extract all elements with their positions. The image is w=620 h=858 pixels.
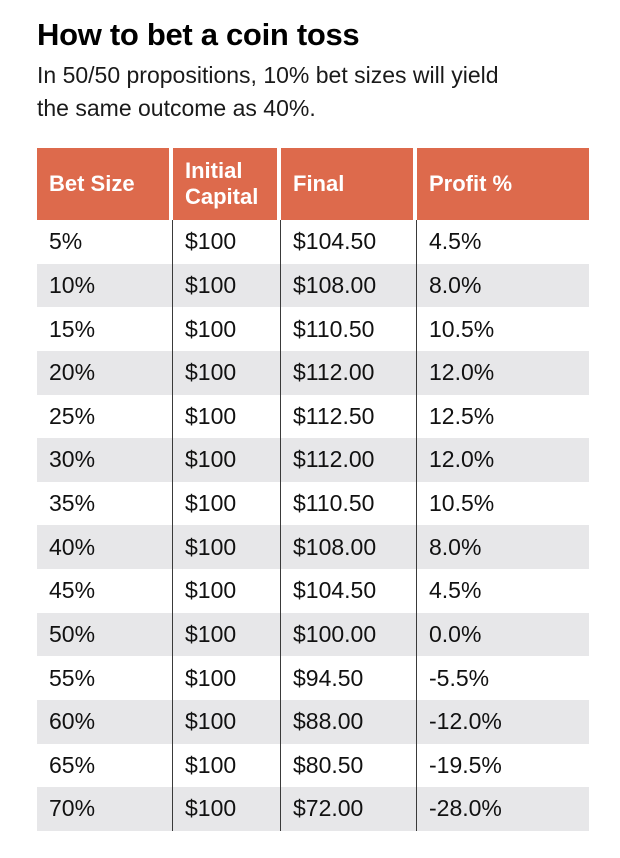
column-header-bet-size: Bet Size	[37, 148, 173, 220]
table-cell: 12.0%	[417, 351, 589, 395]
table-cell: -5.5%	[417, 656, 589, 700]
table-cell: 30%	[37, 438, 173, 482]
table-cell: $104.50	[281, 569, 417, 613]
table-cell: $100	[173, 482, 281, 526]
table-cell: $100	[173, 744, 281, 788]
table-cell: 35%	[37, 482, 173, 526]
table-row	[37, 613, 589, 657]
table-cell: 12.0%	[417, 438, 589, 482]
table-cell: 5%	[37, 220, 173, 264]
table-cell: $100	[173, 220, 281, 264]
table-row	[37, 787, 589, 831]
chart-title: How to bet a coin toss	[37, 17, 360, 52]
table-cell: $100	[173, 351, 281, 395]
table-cell: 10.5%	[417, 482, 589, 526]
table-cell: 65%	[37, 744, 173, 788]
table-row	[37, 656, 589, 700]
table-row	[37, 220, 589, 264]
table-cell: $112.00	[281, 438, 417, 482]
table-cell: $100	[173, 569, 281, 613]
table-cell: 8.0%	[417, 525, 589, 569]
table-cell: -19.5%	[417, 744, 589, 788]
table-cell: $88.00	[281, 700, 417, 744]
table-cell: $100	[173, 264, 281, 308]
table-row	[37, 351, 589, 395]
table-cell: $94.50	[281, 656, 417, 700]
table-cell: $100	[173, 787, 281, 831]
table-cell: $104.50	[281, 220, 417, 264]
table-cell: $72.00	[281, 787, 417, 831]
table-cell: $100.00	[281, 613, 417, 657]
table-body	[37, 220, 589, 831]
table-header-row	[37, 148, 589, 220]
table-cell: 40%	[37, 525, 173, 569]
chart-subtitle: In 50/50 propositions, 10% bet sizes will yield the same outcome as 40%.	[37, 62, 499, 121]
table-cell: 10%	[37, 264, 173, 308]
table-cell: $100	[173, 307, 281, 351]
table-cell: $80.50	[281, 744, 417, 788]
table-cell: $108.00	[281, 525, 417, 569]
table-row	[37, 744, 589, 788]
table-cell: -12.0%	[417, 700, 589, 744]
table-cell: 55%	[37, 656, 173, 700]
table-cell: 20%	[37, 351, 173, 395]
column-header-final: Final	[281, 148, 417, 220]
table-cell: 50%	[37, 613, 173, 657]
table-row	[37, 438, 589, 482]
table-row	[37, 525, 589, 569]
table-cell: $110.50	[281, 482, 417, 526]
column-header-initial-capital: Initial Capital	[173, 148, 281, 220]
table-cell: $112.00	[281, 351, 417, 395]
table-header	[37, 148, 589, 220]
table-cell: -28.0%	[417, 787, 589, 831]
bet-size-table	[37, 148, 589, 831]
table-cell: 4.5%	[417, 220, 589, 264]
table-cell: 12.5%	[417, 395, 589, 439]
table-cell: $100	[173, 438, 281, 482]
table-cell: 4.5%	[417, 569, 589, 613]
table-cell: 45%	[37, 569, 173, 613]
table-row	[37, 307, 589, 351]
table-cell: 0.0%	[417, 613, 589, 657]
table-row	[37, 395, 589, 439]
table-cell: 15%	[37, 307, 173, 351]
table-cell: $100	[173, 656, 281, 700]
table-cell: $110.50	[281, 307, 417, 351]
table-row	[37, 569, 589, 613]
table-row	[37, 264, 589, 308]
table-cell: 10.5%	[417, 307, 589, 351]
table-cell: 8.0%	[417, 264, 589, 308]
table-cell: 60%	[37, 700, 173, 744]
table-row	[37, 700, 589, 744]
table-cell: $100	[173, 395, 281, 439]
table-cell: $112.50	[281, 395, 417, 439]
table-cell: $100	[173, 700, 281, 744]
table-cell: 25%	[37, 395, 173, 439]
table-cell: $108.00	[281, 264, 417, 308]
table-cell: $100	[173, 525, 281, 569]
table-cell: $100	[173, 613, 281, 657]
table-cell: 70%	[37, 787, 173, 831]
column-header-profit: Profit %	[417, 148, 589, 220]
table-row	[37, 482, 589, 526]
